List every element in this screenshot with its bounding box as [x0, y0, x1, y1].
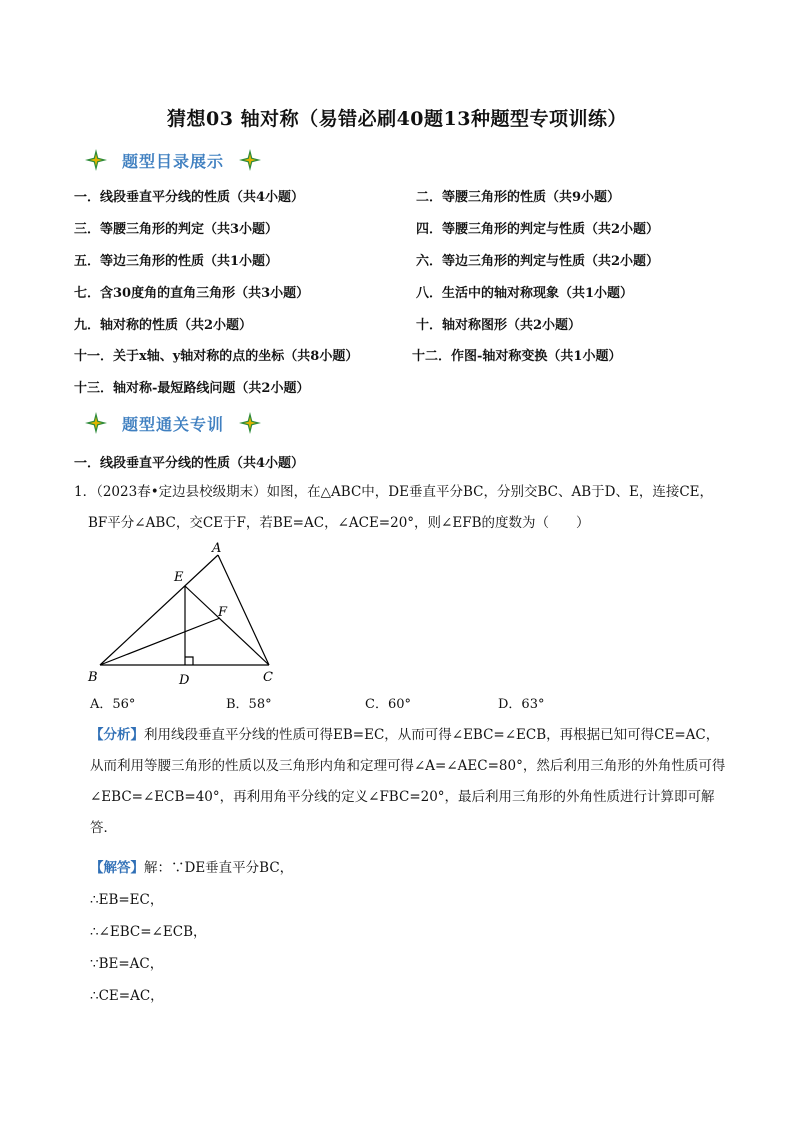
- toc-item[interactable]: 五．等边三角形的性质（共1小题）: [74, 254, 279, 269]
- label-d: D: [179, 673, 190, 688]
- topic-heading: 一．线段垂直平分线的性质（共4小题）: [74, 456, 305, 471]
- option-a[interactable]: A．56°: [90, 697, 136, 712]
- label-f: F: [218, 605, 228, 620]
- toc-item[interactable]: 四．等腰三角形的判定与性质（共2小题）: [416, 222, 660, 237]
- toc-item[interactable]: 三．等腰三角形的判定（共3小题）: [74, 222, 279, 237]
- toc-item[interactable]: 十二．作图-轴对称变换（共1小题）: [412, 349, 622, 364]
- side-ab: [100, 555, 218, 665]
- triangle-figure: [84, 538, 284, 690]
- right-angle-mark: [185, 657, 193, 665]
- question-text-line-2: BF平分∠ABC，交CE于F，若BE=AC，∠ACE=20°，则∠EFB的度数为（ ）: [88, 515, 590, 531]
- section-heading-toc: [84, 146, 262, 174]
- toc-item[interactable]: 九．轴对称的性质（共2小题）: [74, 318, 253, 333]
- option-c[interactable]: C．60°: [365, 697, 411, 712]
- toc-item[interactable]: 二．等腰三角形的性质（共9小题）: [416, 190, 621, 205]
- answer-step: ∴CE=AC，: [90, 988, 164, 1004]
- toc-item[interactable]: 八．生活中的轴对称现象（共1小题）: [416, 286, 634, 301]
- toc-item[interactable]: 一．线段垂直平分线的性质（共4小题）: [74, 190, 305, 205]
- answer-step: ∴EB=EC，: [90, 892, 164, 908]
- toc-item[interactable]: 六．等边三角形的判定与性质（共2小题）: [416, 254, 660, 269]
- label-a: A: [212, 541, 222, 556]
- sparkle-star-icon: [84, 411, 108, 435]
- answer-step: ∵BE=AC，: [90, 956, 164, 972]
- option-b[interactable]: B．58°: [226, 697, 272, 712]
- toc-item[interactable]: 七．含30度角的直角三角形（共3小题）: [74, 286, 310, 301]
- label-e: E: [174, 570, 184, 585]
- option-d[interactable]: D．63°: [498, 697, 545, 712]
- question-text-line-1: 1．（2023春•定边县校级期末）如图，在△ABC中，DE垂直平分BC，分别交BC、AB于D、E，连接CE，: [74, 484, 714, 500]
- label-c: C: [263, 670, 273, 685]
- analysis-paragraph: [90, 720, 732, 844]
- sparkle-star-icon: [238, 148, 262, 172]
- answer-line: [90, 856, 293, 876]
- section-heading-text: 题型目录展示: [122, 151, 225, 171]
- analysis-text: 利用线段垂直平分线的性质可得EB=EC，从而可得∠EBC=∠ECB，再根据已知可得CE=AC，从而利用等腰三角形的性质以及三角形内角和定理可得∠A=∠AEC=80°，然后利用三角形的外角性质可得∠EBC=∠ECB=40°，再利用角平分线的定义∠FBC=20°，最后利用三角形的外角性质进行计算即可解答．: [90, 727, 726, 836]
- analysis-tag: 【分析】: [90, 727, 144, 743]
- question-1: [74, 477, 734, 539]
- label-b: B: [88, 670, 98, 685]
- answer-first-step: 解：∵DE垂直平分BC，: [144, 860, 294, 876]
- section-heading-text: 题型通关专训: [122, 414, 225, 434]
- toc-item[interactable]: 十一．关于x轴、y轴对称的点的坐标（共8小题）: [74, 349, 359, 364]
- answer-step: ∴∠EBC=∠ECB，: [90, 924, 207, 940]
- sparkle-star-icon: [238, 411, 262, 435]
- segment-ce: [185, 586, 269, 665]
- sparkle-star-icon: [84, 148, 108, 172]
- section-heading-training: [84, 409, 262, 437]
- answer-tag: 【解答】: [90, 860, 144, 876]
- segment-bf: [100, 618, 220, 665]
- toc-item[interactable]: 十三．轴对称-最短路线问题（共2小题）: [74, 381, 310, 396]
- toc-item[interactable]: 十．轴对称图形（共2小题）: [416, 318, 582, 333]
- page-title: 猜想03 轴对称（易错必刷40题13种题型专项训练）: [167, 108, 627, 130]
